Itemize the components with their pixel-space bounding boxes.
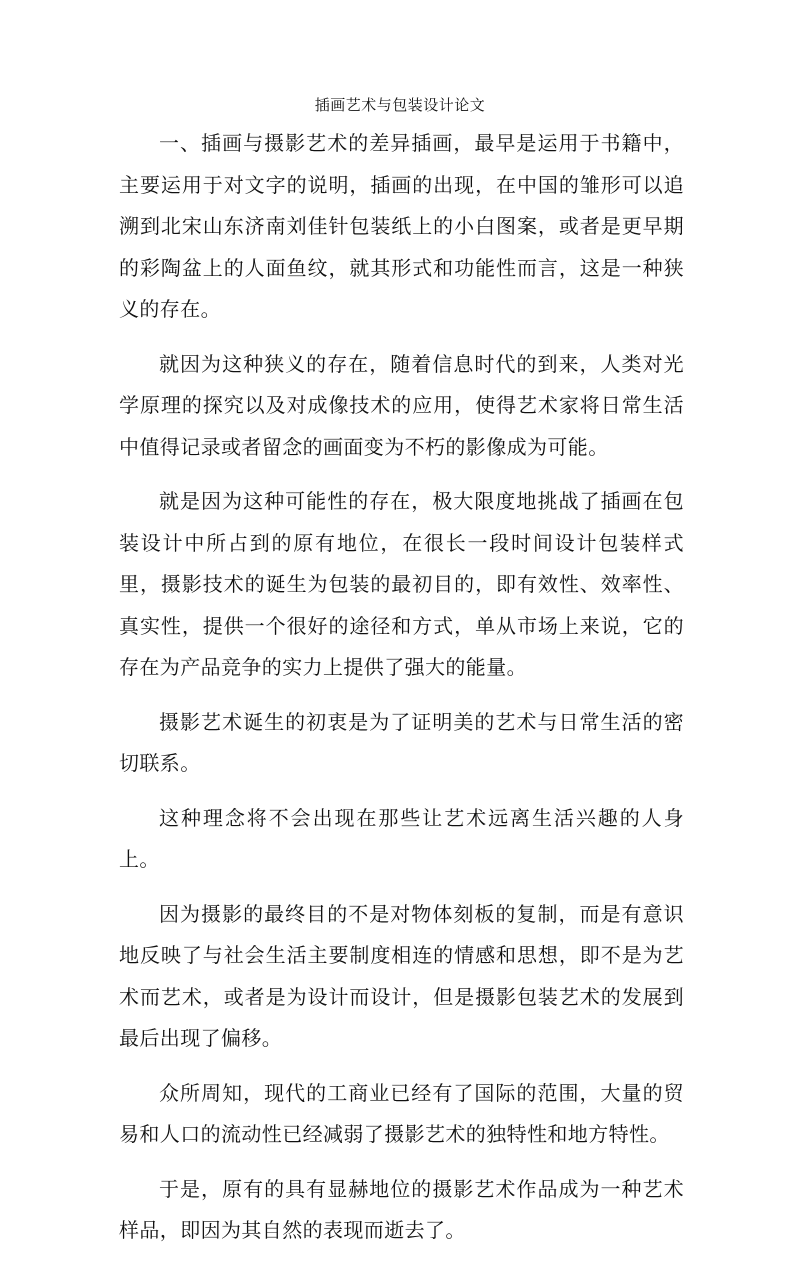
paragraph: 这种理念将不会出现在那些让艺术远离生活兴趣的人身上。 [119, 805, 684, 871]
paragraph: 一、插画与摄影艺术的差异插画，最早是运用于书籍中，主要运用于对文字的说明，插画的出现，在中国的雏形可以追溯到北宋山东济南刘佳针包装纸上的小白图案，或者是更早期的彩陶盆上的人面鱼纹，就其形式和功能性而言，这是一种狭义的存在。 [119, 131, 684, 321]
document-title: 插画艺术与包装设计论文 [314, 96, 486, 114]
paragraph: 就因为这种狭义的存在，随着信息时代的到来，人类对光学原理的探究以及对成像技术的应用，使得艺术家将日常生活中值得记录或者留念的画面变为不朽的影像成为可能。 [119, 351, 684, 459]
paragraph: 摄影艺术诞生的初衷是为了证明美的艺术与日常生活的密切联系。 [119, 709, 684, 775]
paragraph: 众所周知，现代的工商业已经有了国际的范围，大量的贸易和人口的流动性已经减弱了摄影艺术的独特性和地方特性。 [119, 1080, 684, 1146]
document-body [119, 123, 684, 1265]
paragraph: 因为摄影的最终目的不是对物体刻板的复制，而是有意识地反映了与社会生活主要制度相连的情感和思想，即不是为艺术而艺术，或者是为设计而设计，但是摄影包装艺术的发展到最后出现了偏移。 [119, 901, 684, 1050]
paragraph: 就是因为这种可能性的存在，极大限度地挑战了插画在包装设计中所占到的原有地位，在很长一段时间设计包装样式里，摄影技术的诞生为包装的最初目的，即有效性、效率性、真实性，提供一个很好的途径和方式，单从市场上来说，它的存在为产品竞争的实力上提供了强大的能量。 [119, 489, 684, 679]
paragraph: 于是，原有的具有显赫地位的摄影艺术作品成为一种艺术样品，即因为其自然的表现而逝去了。 [119, 1176, 684, 1242]
